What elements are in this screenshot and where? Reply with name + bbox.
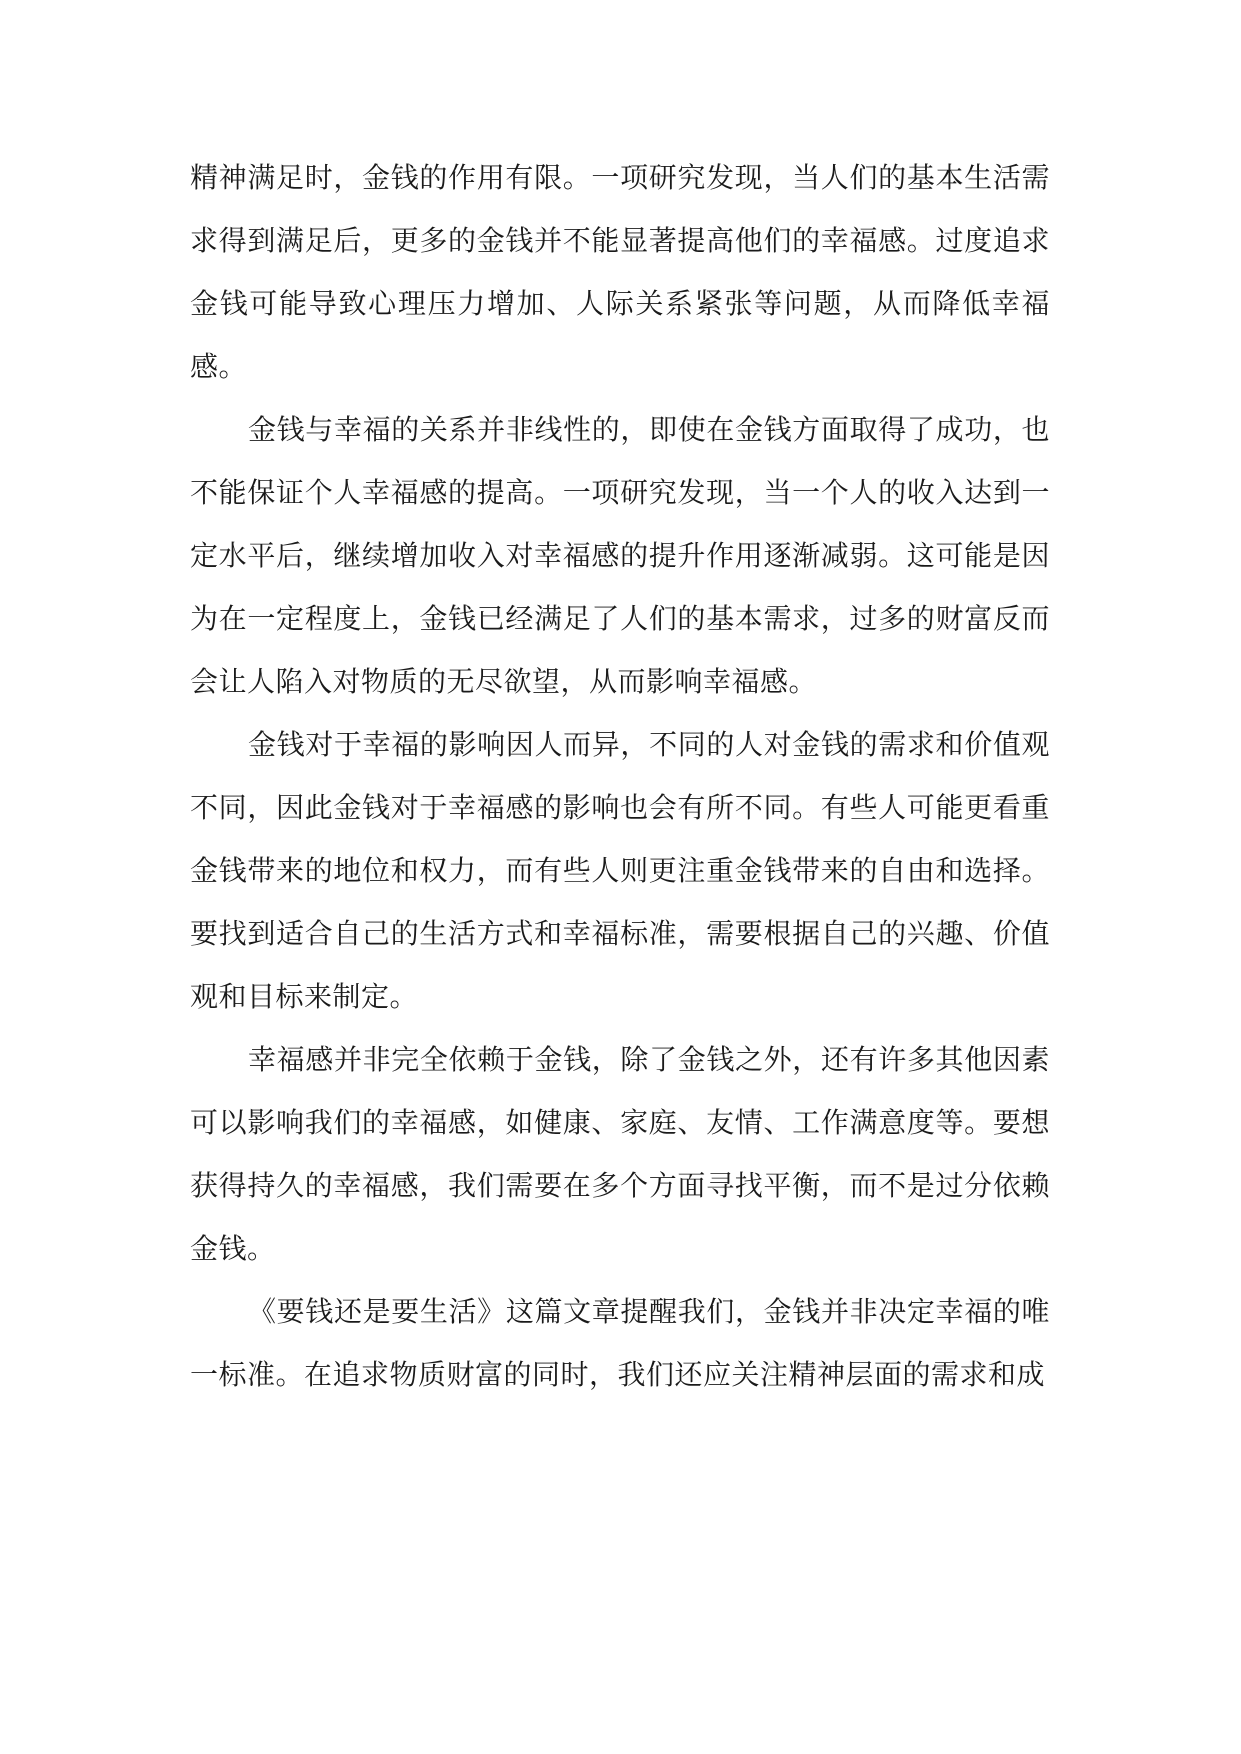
text-column [190,146,1050,1406]
paragraph-2: 金钱与幸福的关系并非线性的，即使在金钱方面取得了成功，也不能保证个人幸福感的提高。一项研究发现，当一个人的收入达到一定水平后，继续增加收入对幸福感的提升作用逐渐减弱。这可能是因为在一定程度上，金钱已经满足了人们的基本需求，过多的财富反而会让人陷入对物质的无尽欲望，从而影响幸福感。 [190,413,1050,698]
paragraph-3: 金钱对于幸福的影响因人而异，不同的人对金钱的需求和价值观不同，因此金钱对于幸福感的影响也会有所不同。有些人可能更看重金钱带来的地位和权力，而有些人则更注重金钱带来的自由和选择。要找到适合自己的生活方式和幸福标准，需要根据自己的兴趣、价值观和目标来制定。 [190,728,1050,1013]
paragraph-4: 幸福感并非完全依赖于金钱，除了金钱之外，还有许多其他因素可以影响我们的幸福感，如健康、家庭、友情、工作满意度等。要想获得持久的幸福感，我们需要在多个方面寻找平衡，而不是过分依赖金钱。 [190,1043,1050,1265]
paragraph-1: 精神满足时，金钱的作用有限。一项研究发现，当人们的基本生活需求得到满足后，更多的金钱并不能显著提高他们的幸福感。过度追求金钱可能导致心理压力增加、人际关系紧张等问题，从而降低幸福感。 [190,161,1050,383]
paragraph-5: 《要钱还是要生活》这篇文章提醒我们，金钱并非决定幸福的唯一标准。在追求物质财富的同时，我们还应关注精神层面的需求和成 [190,1295,1050,1391]
